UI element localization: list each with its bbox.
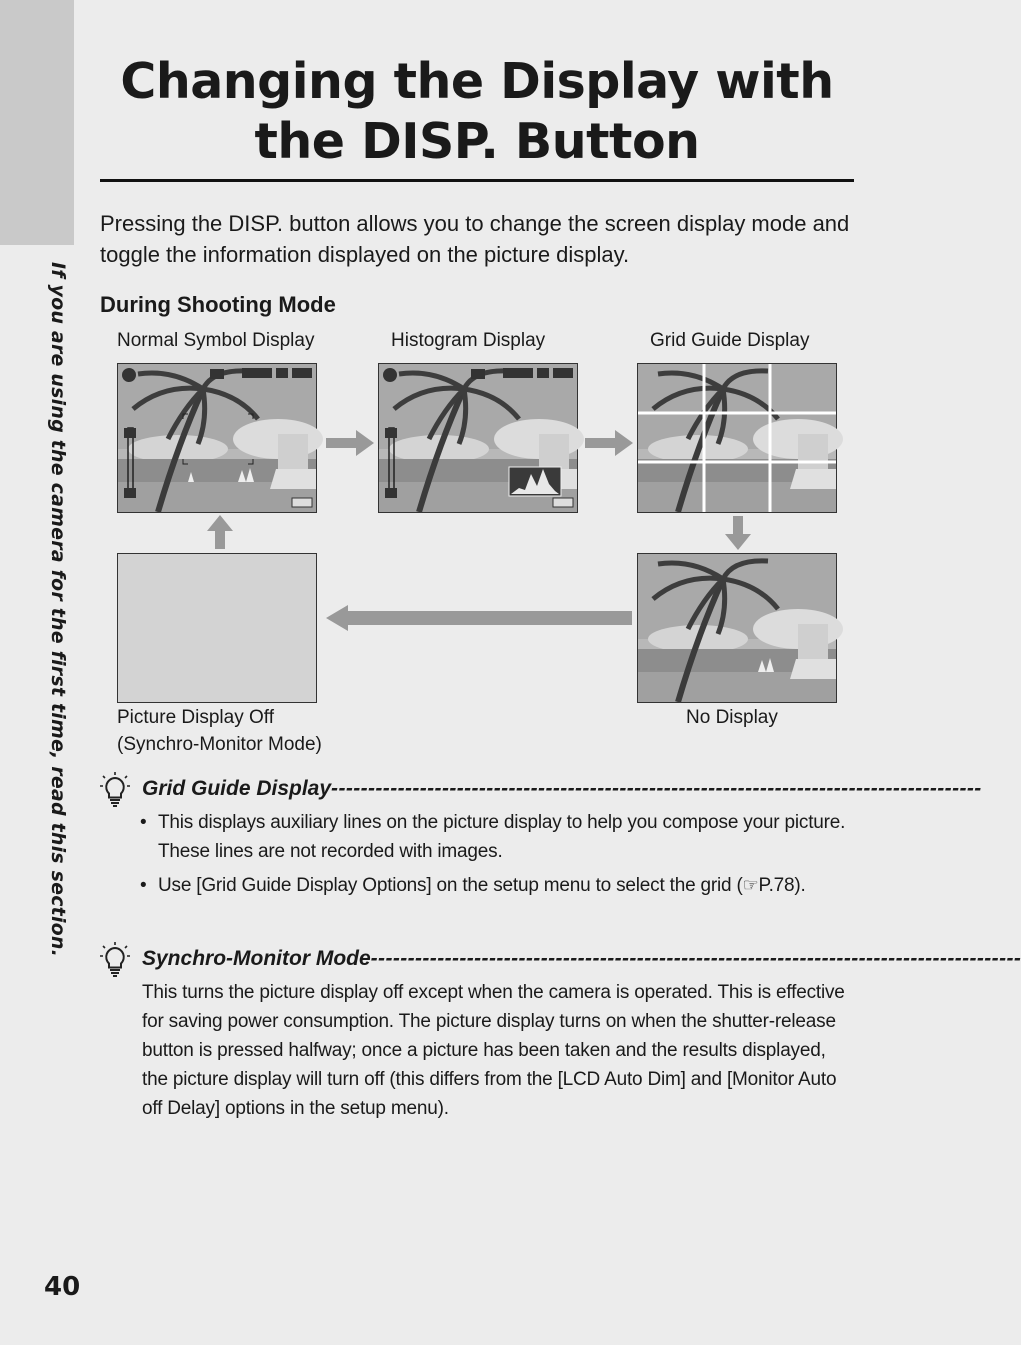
- title-line-1: Changing the Display with: [120, 53, 834, 110]
- no-display-screen: [637, 553, 837, 703]
- histogram-display-screen: [378, 363, 578, 513]
- label-normal-symbol-display: Normal Symbol Display: [117, 330, 315, 351]
- intro-paragraph: Pressing the DISP. button allows you to change the screen display mode and toggle the information displayed on the picture display.: [100, 211, 850, 267]
- title-line-2: the DISP. Button: [254, 113, 700, 170]
- normal-symbol-display-screen: [117, 363, 317, 513]
- arrow-right-1: [326, 430, 374, 456]
- tip-synchro-monitor-heading: [142, 947, 1021, 971]
- reference-hand-icon: ☞: [742, 875, 759, 895]
- tip-synchro-monitor-title: Synchro-Monitor Mode: [142, 947, 371, 970]
- picture-display-off-screen: [117, 553, 317, 703]
- bullet-2-text: Use [Grid Guide Display Options] on the setup menu to select the grid (: [158, 875, 743, 896]
- page-number: 40: [44, 1272, 81, 1302]
- tip-grid-guide-heading: [142, 777, 982, 801]
- section-heading: During Shooting Mode: [100, 292, 336, 317]
- tip-grid-guide-dashes: ----------------------------------------------------------------------------------------: [331, 777, 982, 800]
- label-grid-guide-display: Grid Guide Display: [650, 330, 810, 351]
- arrow-down: [725, 516, 751, 550]
- grid-guide-display-screen: [637, 363, 837, 513]
- label-no-display: No Display: [686, 707, 778, 728]
- side-tab: [0, 0, 74, 245]
- tip-grid-guide-bullets: [140, 808, 854, 905]
- tip-grid-guide-title: Grid Guide Display: [142, 777, 332, 800]
- camera-icon: [210, 369, 224, 379]
- arrow-up: [207, 515, 233, 549]
- side-tab-text: If you are using the camera for the first time, read this section.: [47, 262, 69, 958]
- tip-synchro-monitor-body: This turns the picture display off except when the camera is operated. This is effective for saving power consumption. The picture display turns on when the shutter-release button is pressed halfway; once a picture has been taken and the results displayed, the picture display will turn off (this differs from the [LCD Auto Dim] and [Monitor Auto off Delay] options in the setup menu).: [142, 982, 845, 1119]
- label-synchro-monitor-mode: (Synchro-Monitor Mode): [117, 734, 322, 755]
- bullet-2-end: ).: [794, 875, 806, 896]
- bullet-dot: •: [140, 875, 147, 896]
- bullet-1-text: This displays auxiliary lines on the picture display to help you compose your picture. These lines are not recorded with images.: [158, 812, 846, 862]
- label-histogram-display: Histogram Display: [391, 330, 546, 351]
- list-item: [140, 808, 854, 866]
- title-rule: [100, 179, 854, 182]
- lightbulb-icon: [100, 942, 130, 978]
- flash-icon: [122, 368, 136, 382]
- label-picture-display-off: Picture Display Off: [117, 707, 274, 728]
- battery-icon: [292, 498, 312, 507]
- arrow-right-2: [585, 430, 633, 456]
- page-title: [100, 52, 854, 172]
- bullet-dot: •: [140, 812, 147, 833]
- list-item: [140, 871, 854, 900]
- lightbulb-icon: [100, 772, 130, 808]
- arrow-left-long: [326, 605, 632, 631]
- page-reference-link[interactable]: P.78: [758, 875, 795, 896]
- tip-synchro-monitor-dashes: ----------------------------------------------------------------------------------------: [370, 947, 1021, 970]
